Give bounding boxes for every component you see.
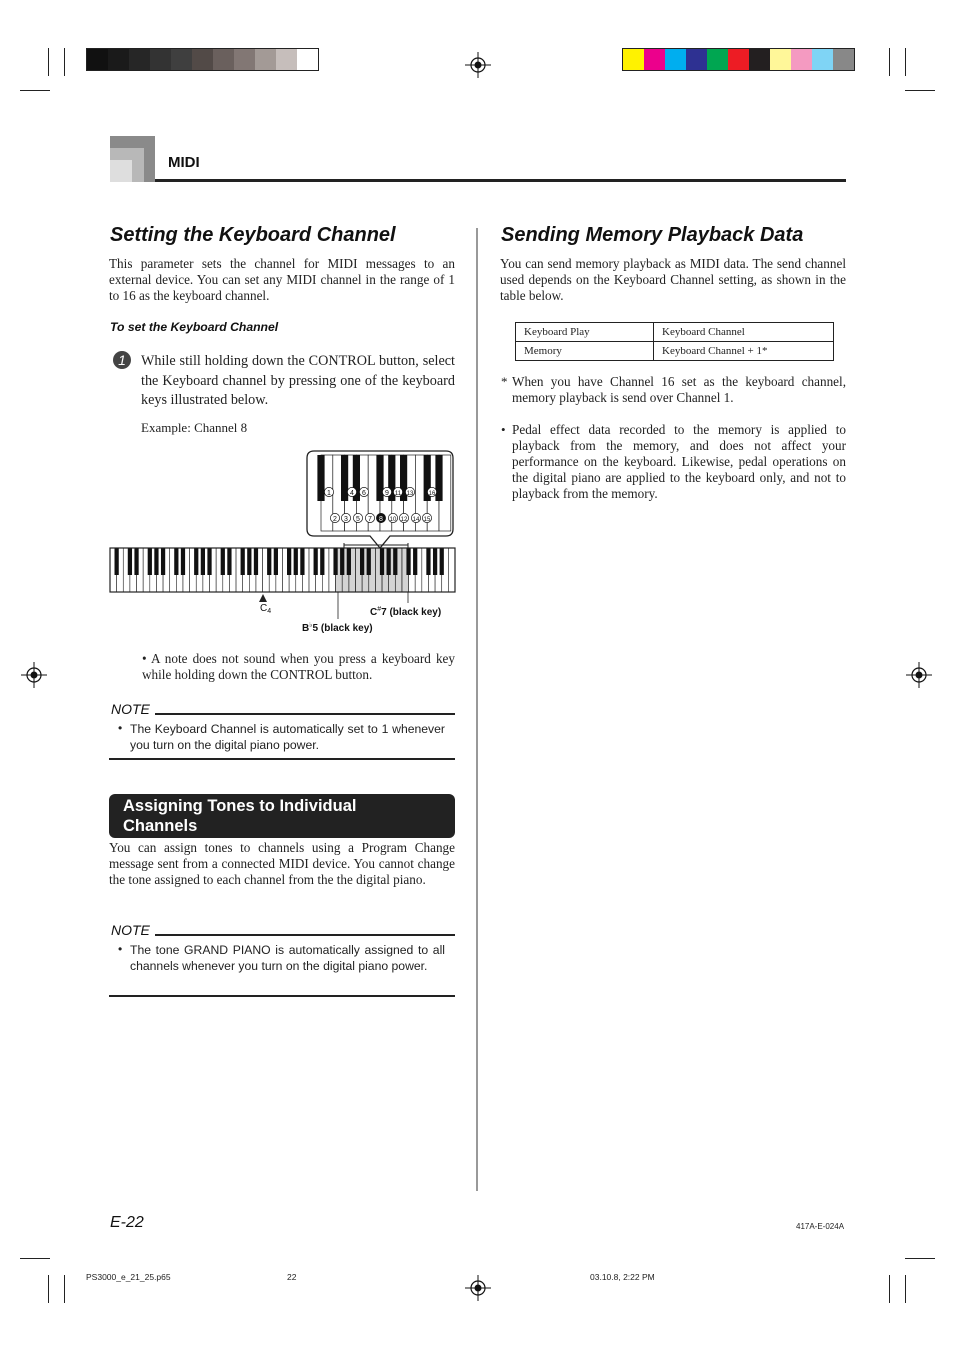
black-key xyxy=(254,548,258,575)
black-key xyxy=(194,548,198,575)
note-top-rule-2 xyxy=(155,934,455,936)
heading-keyboard-channel: Setting the Keyboard Channel xyxy=(110,224,396,246)
color-calibration-bar xyxy=(622,48,855,71)
black-key xyxy=(267,548,271,575)
calibration-swatch xyxy=(255,49,276,70)
calibration-swatch xyxy=(276,49,297,70)
footnote-text: When you have Channel 16 set as the keyboard channel, memory playback is send over Channel 1. xyxy=(512,374,846,405)
calibration-swatch xyxy=(812,49,833,70)
calibration-swatch xyxy=(728,49,749,70)
calibration-swatch xyxy=(791,49,812,70)
page-number: 22 xyxy=(287,1272,297,1282)
table-cell: Keyboard Channel + 1* xyxy=(654,342,834,361)
channel-number: 13 xyxy=(406,490,414,497)
note-top-rule xyxy=(155,713,455,715)
pedal-bullet-text: Pedal effect data recorded to the memory is applied to playback from the memory, and does not affect your performance on the keyboard. Likewise, pedal operations on the digital piano are applied to the keyboard only, and not to playback from the memory. xyxy=(512,422,846,501)
section-title: MIDI xyxy=(168,154,200,171)
keyboard-diagram xyxy=(108,447,458,637)
step-text: While still holding down the CONTROL button, select the Keyboard channel by pressing one of the keyboard keys illustrated below. xyxy=(141,353,455,408)
registration-mark-top xyxy=(465,52,491,78)
black-key xyxy=(181,548,185,575)
heading-memory-playback: Sending Memory Playback Data xyxy=(501,224,804,246)
channel-table xyxy=(515,322,834,361)
black-key xyxy=(340,548,344,575)
table-row xyxy=(516,342,834,361)
calibration-swatch xyxy=(749,49,770,70)
black-key xyxy=(241,548,245,575)
calibration-swatch xyxy=(665,49,686,70)
black-key xyxy=(274,548,278,575)
black-key xyxy=(433,548,437,575)
note-label: NOTE xyxy=(111,701,150,717)
channel-number: 11 xyxy=(394,490,402,497)
black-key xyxy=(320,548,324,575)
note-text: The Keyboard Channel is automatically set to 1 whenever you turn on the digital piano power. xyxy=(130,722,445,752)
channel-number: 16 xyxy=(428,490,436,497)
csharp7-label: C#7 (black key) xyxy=(370,606,442,618)
calibration-swatch xyxy=(171,49,192,70)
channel-number: 7 xyxy=(368,515,372,523)
calibration-swatch xyxy=(623,49,644,70)
registration-mark-left xyxy=(21,662,47,688)
black-key xyxy=(387,548,391,575)
black-key xyxy=(148,548,152,575)
black-key xyxy=(161,548,165,575)
print-timestamp: 03.10.8, 2:22 PM xyxy=(590,1272,655,1282)
channel-numbers-bottom xyxy=(330,513,431,522)
note-label-2: NOTE xyxy=(111,922,150,938)
table-cell: Keyboard Play xyxy=(516,323,654,342)
black-key xyxy=(174,548,178,575)
assigning-tones-banner xyxy=(109,794,455,838)
black-key xyxy=(426,548,430,575)
registration-mark-right xyxy=(906,662,932,688)
black-key xyxy=(294,548,298,575)
document-code: 417A-E-024A xyxy=(796,1222,845,1231)
channel-number: 6 xyxy=(362,489,366,497)
zoom-black-key xyxy=(341,455,348,501)
calibration-swatch xyxy=(213,49,234,70)
channel-number: 5 xyxy=(356,515,360,523)
black-key xyxy=(154,548,158,575)
table-cell: Memory xyxy=(516,342,654,361)
black-key xyxy=(314,548,318,575)
c4-label: $C_4$ xyxy=(260,603,272,615)
channel-number: 3 xyxy=(344,515,348,523)
black-key xyxy=(333,548,337,575)
footnote-mark: * xyxy=(501,374,508,389)
channel-number: 4 xyxy=(350,489,354,497)
black-key xyxy=(393,548,397,575)
intro-paragraph: This parameter sets the channel for MIDI messages to an external device. You can set any MIDI channel in the range of 1 to 16 as the keyboard channel. xyxy=(109,256,455,303)
black-key xyxy=(406,548,410,575)
calibration-swatch xyxy=(234,49,255,70)
black-key xyxy=(221,548,225,575)
black-key xyxy=(347,548,351,575)
step-number-badge xyxy=(113,351,131,369)
file-name: PS3000_e_21_25.p65 xyxy=(86,1272,171,1282)
black-key xyxy=(128,548,132,575)
grayscale-calibration-bar xyxy=(86,48,319,71)
black-key xyxy=(247,548,251,575)
calibration-swatch xyxy=(707,49,728,70)
calibration-swatch xyxy=(833,49,854,70)
channel-number: 2 xyxy=(333,515,337,523)
assigning-tones-text: You can assign tones to channels using a Program Change message sent from a connected MIDI device. You cannot change the tone assigned to each channel from the the digital piano. xyxy=(109,840,455,887)
zoom-black-key xyxy=(317,455,324,501)
channel-number: 12 xyxy=(400,516,408,523)
black-key xyxy=(134,548,138,575)
note-bottom-rule xyxy=(109,758,455,760)
calibration-swatch xyxy=(108,49,129,70)
registration-mark-bottom xyxy=(465,1275,491,1301)
black-key xyxy=(115,548,119,575)
black-key xyxy=(360,548,364,575)
pedal-bullet-dot: • xyxy=(501,422,506,437)
channel-number: 8 xyxy=(379,515,383,523)
white-key xyxy=(448,548,455,592)
calibration-swatch xyxy=(129,49,150,70)
calibration-swatch xyxy=(644,49,665,70)
memory-intro: You can send memory playback as MIDI data. The send channel used depends on the Keyboard Channel setting, as shown in the table below. xyxy=(500,256,846,303)
black-key xyxy=(367,548,371,575)
black-key xyxy=(201,548,205,575)
channel-number: 15 xyxy=(423,516,431,523)
black-key xyxy=(287,548,291,575)
page-label: E-22 xyxy=(110,1214,144,1231)
example-caption: Example: Channel 8 xyxy=(141,420,248,435)
subheading-set-channel: To set the Keyboard Channel xyxy=(110,320,279,334)
calibration-swatch xyxy=(770,49,791,70)
table-row xyxy=(516,323,834,342)
c4-arrow-icon xyxy=(259,594,267,602)
column-divider xyxy=(476,228,478,1191)
channel-number: 14 xyxy=(412,516,420,523)
bflat5-label: B♭5 (black key) xyxy=(302,622,373,634)
calibration-swatch xyxy=(297,49,318,70)
note-bullet-dot: • xyxy=(118,721,123,735)
table-cell: Keyboard Channel xyxy=(654,323,834,342)
black-key xyxy=(413,548,417,575)
calibration-swatch xyxy=(192,49,213,70)
black-key xyxy=(207,548,211,575)
black-key xyxy=(440,548,444,575)
note-bottom-rule-2 xyxy=(109,995,455,997)
channel-number: 1 xyxy=(327,489,331,497)
control-bullet: • A note does not sound when you press a keyboard key while holding down the CONTROL button. xyxy=(142,651,455,682)
black-key xyxy=(227,548,231,575)
black-key xyxy=(380,548,384,575)
header-rule xyxy=(155,179,846,182)
assigning-tones-heading: Assigning Tones to Individual Channels xyxy=(123,797,357,835)
calibration-swatch xyxy=(150,49,171,70)
step-number: 1 xyxy=(118,352,126,368)
channel-number: 10 xyxy=(389,516,397,523)
note-bullet-dot-2: • xyxy=(118,942,123,956)
black-key xyxy=(300,548,304,575)
calibration-swatch xyxy=(87,49,108,70)
channel-number: 9 xyxy=(385,489,389,497)
calibration-swatch xyxy=(686,49,707,70)
note-text-2: The tone GRAND PIANO is automatically assigned to all channels whenever you turn on the digital piano power. xyxy=(130,943,445,973)
